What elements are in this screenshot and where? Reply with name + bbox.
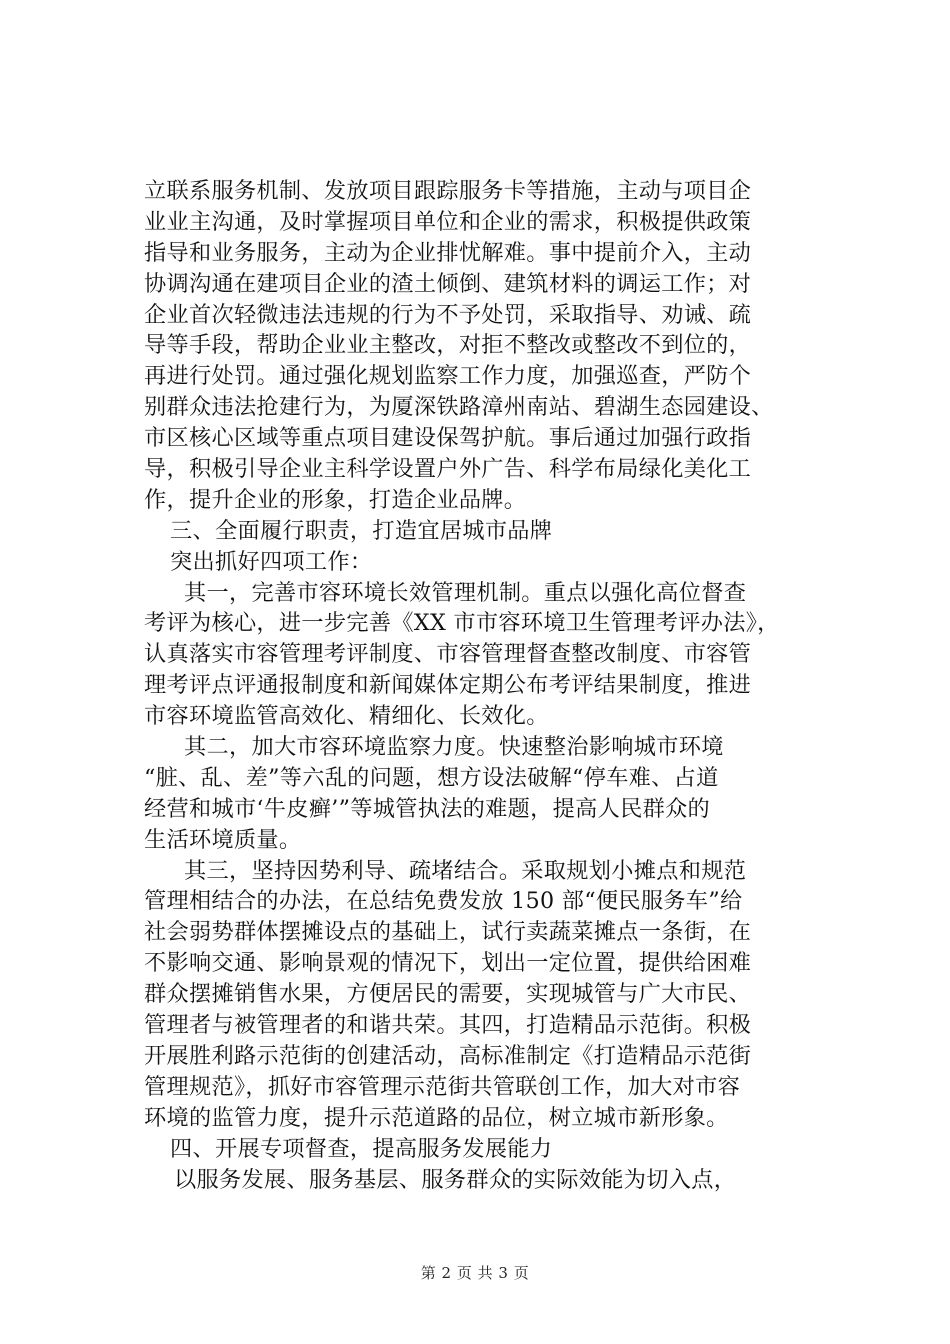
text-line: 协调沟通在建项目企业的渣土倾倒、建筑材料的调运工作；对 [144, 270, 752, 297]
document-body [144, 176, 850, 1195]
text-line: 作，提升企业的形象，打造企业品牌。 [144, 486, 527, 513]
text-line: 不影响交通、影响景观的情况下，划出一定位置，提供给困难 [144, 950, 752, 977]
page-footer: 第 2 页 共 3 页 [420, 1264, 530, 1282]
text-line: 指导和业务服务，主动为企业排忧解难。事中提前介入，主动 [144, 239, 752, 266]
text-line: 业业主沟通，及时掌握项目单位和企业的需求，积极提供政策 [144, 208, 752, 235]
text-line: 社会弱势群体摆摊设点的基础上，试行卖蔬菜摊点一条街，在 [144, 919, 752, 946]
text-line: 市容环境监管高效化、精细化、长效化。 [144, 703, 549, 730]
text-line: 其一，完善市容环境长效管理机制。重点以强化高位督查 [184, 579, 747, 606]
text-line: 突出抓好四项工作： [170, 548, 373, 575]
text-line: “脏、乱、差”等六乱的问题，想方设法破解“停车难、占道 [144, 764, 719, 791]
text-line: 生活环境质量。 [144, 826, 302, 853]
text-line: 群众摆摊销售水果，方便居民的需要，实现城管与广大市民、 [144, 981, 752, 1008]
text-line: 四、开展专项督查，提高服务发展能力 [170, 1135, 553, 1162]
text-line: 导等手段，帮助企业业主整改，对拒不整改或整改不到位的， [144, 332, 752, 359]
text-line: 理考评点评通报制度和新闻媒体定期公布考评结果制度，推进 [144, 672, 752, 699]
text-line: 经营和城市‘牛皮癣’”等城管执法的难题，提高人民群众的 [144, 795, 711, 822]
text-line: 导，积极引导企业主科学设置户外广告、科学布局绿化美化工 [144, 456, 752, 483]
text-line: 别群众违法抢建行为，为厦深铁路漳州南站、碧湖生态园建设、 [144, 394, 774, 421]
text-line: 管理相结合的办法，在总结免费发放 150 部“便民服务车”给 [144, 888, 743, 915]
text-line: 三、全面履行职责，打造宜居城市品牌 [170, 517, 553, 544]
text-line: 其二，加大市容环境监察力度。快速整治影响城市环境 [184, 734, 724, 761]
text-line: 环境的监管力度，提升示范道路的品位，树立城市新形象。 [144, 1104, 729, 1131]
text-line: 再进行处罚。通过强化规划监察工作力度，加强巡查，严防个 [144, 363, 752, 390]
text-line: 市区核心区域等重点项目建设保驾护航。事后通过加强行政指 [144, 425, 752, 452]
text-line: 企业首次轻微违法违规的行为不予处罚，采取指导、劝诫、疏 [144, 301, 752, 328]
text-line: 考评为核心，进一步完善《XX 市市容环境卫生管理考评办法》， [144, 610, 780, 637]
text-line: 以服务发展、服务基层、服务群众的实际效能为切入点， [174, 1166, 737, 1193]
text-line: 管理者与被管理者的和谐共荣。其四，打造精品示范街。积极 [144, 1012, 752, 1039]
text-line: 立联系服务机制、发放项目跟踪服务卡等措施，主动与项目企 [144, 178, 752, 204]
text-line: 认真落实市容管理考评制度、市容管理督查整改制度、市容管 [144, 641, 752, 668]
text-line: 其三，坚持因势利导、疏堵结合。采取规划小摊点和规范 [184, 857, 747, 884]
text-line: 管理规范》，抓好市容管理示范街共管联创工作，加大对市容 [144, 1073, 741, 1100]
text-line: 开展胜利路示范街的创建活动，高标准制定《打造精品示范街 [144, 1042, 752, 1069]
